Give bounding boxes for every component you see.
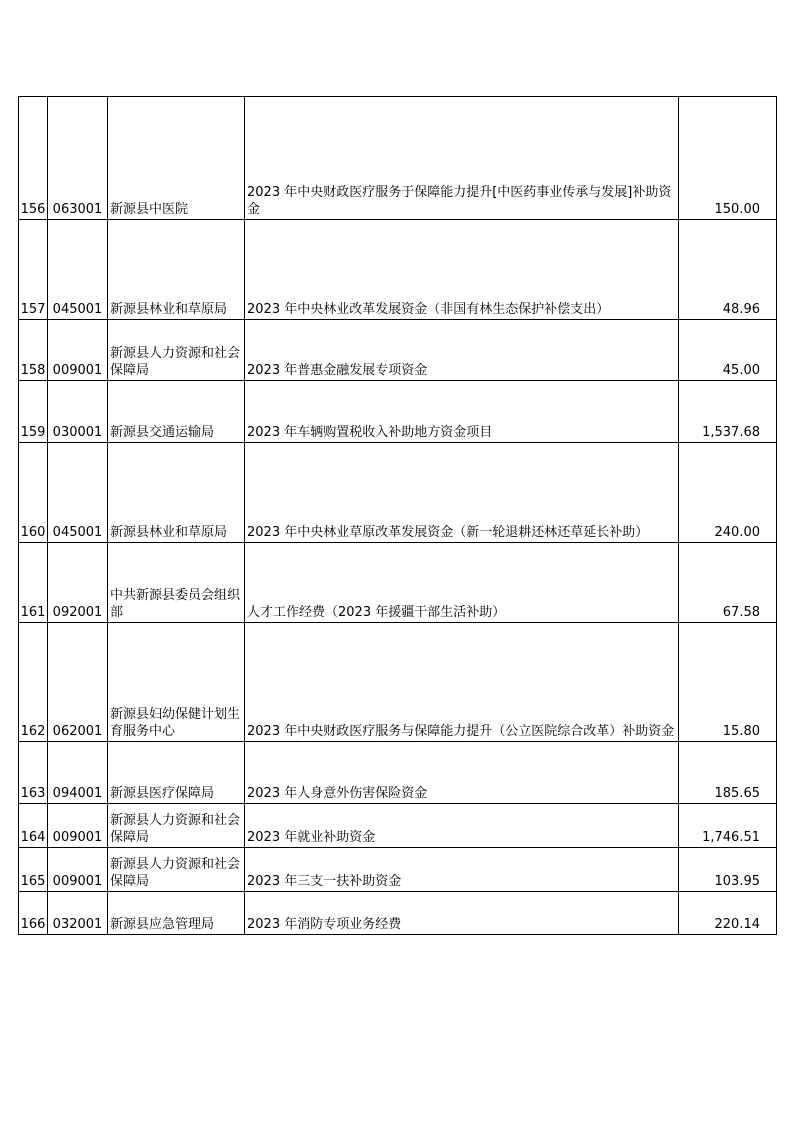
- project-name: 2023 年中央财政医疗服务于保障能力提升[中医药事业传承与发展]补助资金: [245, 97, 679, 220]
- project-name: 人才工作经费（2023 年援疆干部生活补助）: [245, 543, 679, 623]
- unit-name: 新源县人力资源和社会保障局: [108, 320, 245, 381]
- table-row: [19, 381, 777, 443]
- unit-code: 063001: [48, 97, 108, 220]
- project-name: 2023 年人身意外伤害保险资金: [245, 742, 679, 804]
- row-number: 157: [19, 220, 48, 320]
- row-number: 160: [19, 443, 48, 543]
- unit-code: 009001: [48, 320, 108, 381]
- project-name: 2023 年中央林业草原改革发展资金（新一轮退耕还林还草延长补助）: [245, 443, 679, 543]
- unit-code: 009001: [48, 804, 108, 848]
- unit-code: 030001: [48, 381, 108, 443]
- unit-code: 032001: [48, 892, 108, 935]
- table-row: [19, 623, 777, 742]
- unit-code: 094001: [48, 742, 108, 804]
- unit-name: 新源县人力资源和社会保障局: [108, 804, 245, 848]
- table-row: [19, 220, 777, 320]
- amount: 150.00: [679, 97, 777, 220]
- project-name: 2023 年就业补助资金: [245, 804, 679, 848]
- unit-name: 新源县人力资源和社会保障局: [108, 848, 245, 892]
- unit-code: 092001: [48, 543, 108, 623]
- unit-code: 045001: [48, 443, 108, 543]
- table-row: [19, 320, 777, 381]
- table-row: [19, 804, 777, 848]
- amount: 240.00: [679, 443, 777, 543]
- project-name: 2023 年普惠金融发展专项资金: [245, 320, 679, 381]
- row-number: 163: [19, 742, 48, 804]
- row-number: 161: [19, 543, 48, 623]
- row-number: 165: [19, 848, 48, 892]
- project-name: 2023 年三支一扶补助资金: [245, 848, 679, 892]
- row-number: 166: [19, 892, 48, 935]
- unit-name: 新源县应急管理局: [108, 892, 245, 935]
- table-row: [19, 742, 777, 804]
- unit-name: 新源县林业和草原局: [108, 220, 245, 320]
- unit-code: 062001: [48, 623, 108, 742]
- amount: 67.58: [679, 543, 777, 623]
- table-row: [19, 97, 777, 220]
- unit-code: 045001: [48, 220, 108, 320]
- row-number: 156: [19, 97, 48, 220]
- row-number: 159: [19, 381, 48, 443]
- table-row: [19, 848, 777, 892]
- project-name: 2023 年中央林业改革发展资金（非国有林生态保护补偿支出）: [245, 220, 679, 320]
- amount: 220.14: [679, 892, 777, 935]
- project-name: 2023 年中央财政医疗服务与保障能力提升（公立医院综合改革）补助资金: [245, 623, 679, 742]
- unit-name: 新源县林业和草原局: [108, 443, 245, 543]
- amount: 48.96: [679, 220, 777, 320]
- unit-name: 新源县医疗保障局: [108, 742, 245, 804]
- unit-name: 新源县中医院: [108, 97, 245, 220]
- row-number: 158: [19, 320, 48, 381]
- row-number: 164: [19, 804, 48, 848]
- unit-name: 中共新源县委员会组织部: [108, 543, 245, 623]
- amount: 45.00: [679, 320, 777, 381]
- amount: 185.65: [679, 742, 777, 804]
- project-name: 2023 年车辆购置税收入补助地方资金项目: [245, 381, 679, 443]
- table-row: [19, 543, 777, 623]
- amount: 15.80: [679, 623, 777, 742]
- amount: 1,746.51: [679, 804, 777, 848]
- row-number: 162: [19, 623, 48, 742]
- amount: 1,537.68: [679, 381, 777, 443]
- table-row: [19, 892, 777, 935]
- unit-name: 新源县妇幼保健计划生育服务中心: [108, 623, 245, 742]
- table-row: [19, 443, 777, 543]
- funding-table: [18, 96, 777, 935]
- unit-name: 新源县交通运输局: [108, 381, 245, 443]
- unit-code: 009001: [48, 848, 108, 892]
- project-name: 2023 年消防专项业务经费: [245, 892, 679, 935]
- amount: 103.95: [679, 848, 777, 892]
